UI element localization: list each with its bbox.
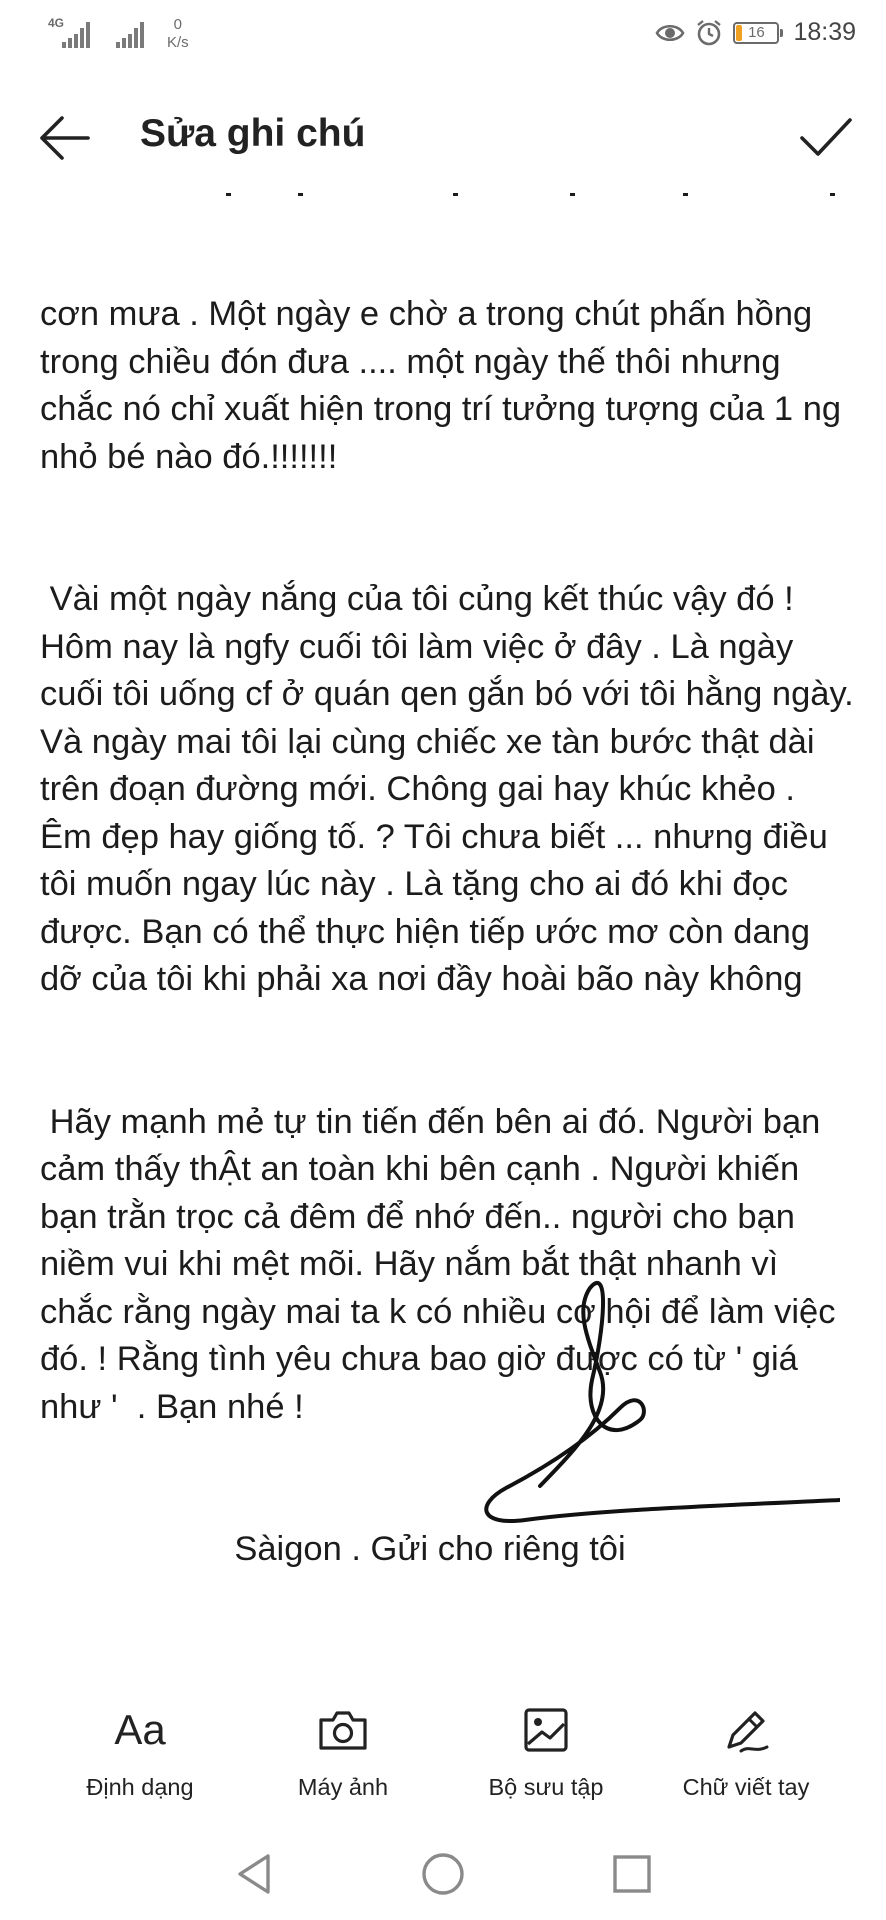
handwritten-signature — [480, 1270, 840, 1560]
checkmark-icon — [796, 110, 856, 166]
back-button[interactable] — [38, 110, 96, 166]
format-icon: Aa — [114, 1706, 166, 1753]
pen-icon — [721, 1705, 771, 1755]
note-paragraph: cơn mưa . Một ngày e chờ a trong chút phấn hồng trong chiều đón đưa .... một ngày thế thôi nhưng chắc nó chỉ xuất hiện trong trí tưởng tượng của 1 ng nhỏ bé nào đó.!!!!!!! — [40, 295, 851, 476]
signal-indicators — [48, 16, 148, 48]
battery-level: 16 — [748, 23, 765, 41]
alarm-icon — [695, 19, 723, 47]
arrow-left-icon — [38, 110, 96, 166]
handwriting-button[interactable] — [646, 1700, 846, 1830]
format-button[interactable] — [40, 1700, 240, 1830]
handwriting-label: Chữ viết tay — [682, 1774, 810, 1800]
status-right — [655, 18, 856, 47]
signal-bars-icon — [56, 20, 92, 48]
gallery-button[interactable] — [446, 1700, 646, 1830]
format-label: Định dạng — [86, 1774, 194, 1800]
cellular-signal-1 — [48, 16, 92, 48]
circle-home-icon — [417, 1848, 469, 1900]
camera-label: Máy ảnh — [297, 1774, 389, 1800]
clock: 18:39 — [793, 18, 856, 46]
square-recents-icon — [606, 1848, 658, 1900]
camera-button[interactable] — [243, 1700, 443, 1830]
note-paragraph: Vài một ngày nắng của tôi củng kết thúc vậy đó ! Hôm nay là ngfy cuối tôi làm việc ở đây . Là ngày cuối tôi uống cf ở quán qen gắn bó với tôi hằng ngày. Và ngày mai tôi lại cùng chiếc xe tàn bước thật dài trên đoạn đường mới. Chông gai hay khúc khẻo . Êm đẹp hay giống tố. ? Tôi chưa biết ... nhưng điều tôi muốn ngay lúc này . Là tặng cho ai đó khi đọc được. Bạn có thể thực hiện tiếp ước mơ còn dang dỡ của tôi khi phải xa nơi đầy hoài bão này không — [40, 580, 873, 998]
status-bar — [0, 0, 886, 78]
triangle-back-icon — [228, 1848, 280, 1900]
battery-indicator — [733, 22, 779, 44]
image-icon — [522, 1706, 570, 1754]
note-signoff: Sàigon . Gửi cho riêng tôi — [234, 1530, 626, 1568]
eye-icon — [655, 21, 685, 45]
note-toolbar — [0, 1700, 886, 1830]
nav-home-button[interactable] — [417, 1848, 469, 1900]
network-speed — [167, 16, 189, 52]
system-nav-bar — [0, 1830, 886, 1920]
nav-back-button[interactable] — [228, 1848, 280, 1900]
nav-recents-button[interactable] — [606, 1848, 658, 1900]
network-speed-value: 0 — [173, 16, 183, 33]
app-bar — [0, 92, 886, 180]
signal-bars-icon — [114, 20, 148, 48]
network-type-label: 4G — [48, 16, 65, 30]
clipped-text-line — [40, 186, 846, 196]
save-button[interactable] — [796, 110, 856, 166]
gallery-label: Bộ sưu tập — [488, 1774, 604, 1800]
page-title: Sửa ghi chú — [140, 112, 366, 155]
network-speed-unit: K/s — [167, 34, 189, 51]
camera-icon — [317, 1708, 369, 1752]
note-paragraph: Hãy mạnh mẻ tự tin tiến đến bên ai đó. Người bạn cảm thấy thẬt an toàn khi bên cạnh . Người khiến bạn trằn trọc cả đêm để nhớ đến.. người cho bạn niềm vui khi mệt mõi. Hãy nắm bắt thật nhanh vì chắc rằng ngày mai ta k có nhiều cơ hội để làm việc đó. ! Rằng tình yêu chưa bao giờ được có từ ' giá như ' . Bạn nhé ! — [40, 1102, 846, 1426]
